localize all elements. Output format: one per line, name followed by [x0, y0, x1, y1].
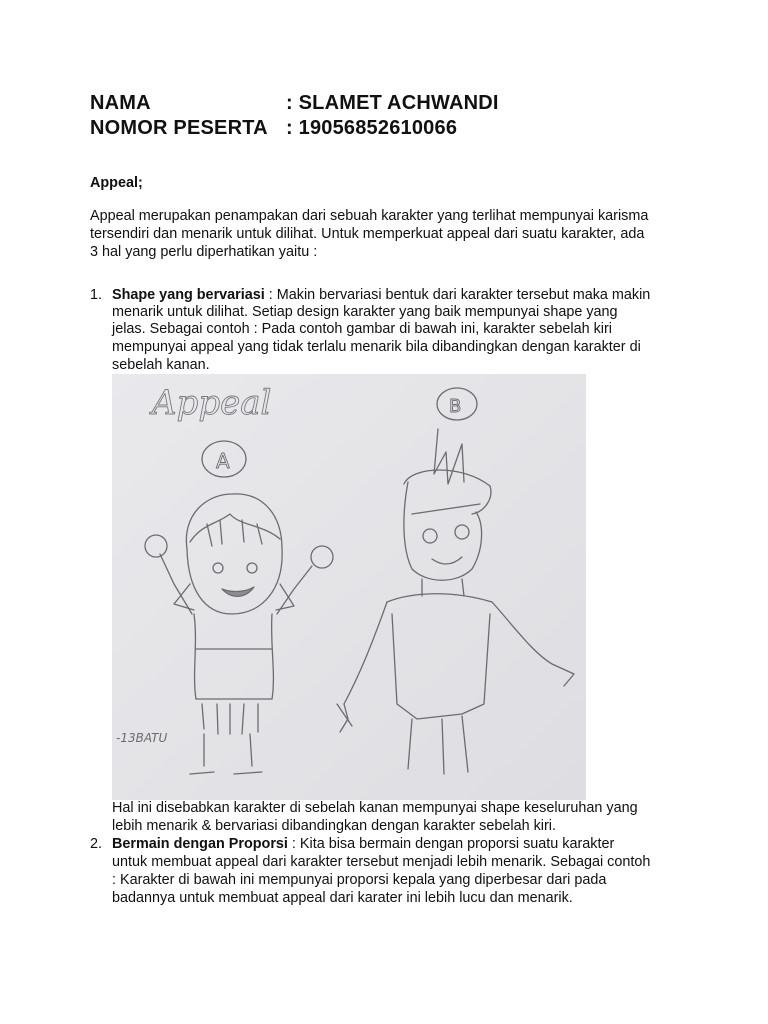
item-1-title: Shape yang bervariasi [112, 287, 265, 303]
item-1-line-2: menarik untuk dilihat. Setiap design karakter yang baik mempunyai shape yang [112, 304, 618, 320]
item-2-number: 2. [90, 836, 103, 852]
item-1-first-line [112, 287, 650, 305]
item-2-line-3: : Karakter di bawah ini mempunyai proporsi kepala yang diperbesar dari pada [112, 872, 607, 888]
participant-number-value: : 19056852610066 [286, 117, 458, 139]
item-1-line-5: sebelah kanan. [112, 357, 210, 373]
intro-line-1: Appeal merupakan penampakan dari sebuah karakter yang terlihat mempunyai karisma [90, 208, 649, 224]
sketch-signature: -13BATU [116, 731, 168, 745]
name-value: : SLAMET ACHWANDI [286, 92, 499, 114]
caption-line-2: lebih menarik & bervariasi dibandingkan dengan karakter sebelah kiri. [112, 818, 556, 834]
label-b-text: B [449, 396, 462, 417]
section-title: Appeal; [90, 175, 143, 191]
item-2-line-2: untuk membuat appeal dari karakter tersebut menjadi lebih menarik. Sebagai contoh [112, 854, 651, 870]
item-2-title: Bermain dengan Proporsi [112, 836, 288, 852]
sketch-title-text: Appeal [152, 383, 272, 423]
participant-number-label: NOMOR PESERTA [90, 117, 268, 139]
character-sketch-image [112, 374, 586, 800]
sketch-paper [112, 374, 586, 800]
name-label: NAMA [90, 92, 151, 114]
item-2-line-4: badannya untuk membuat appeal dari karater ini lebih lucu dan menarik. [112, 890, 573, 906]
item-1-first-rest: : Makin bervariasi bentuk dari karakter tersebut maka makin [264, 287, 651, 303]
item-1-number: 1. [90, 287, 103, 303]
item-2-first-rest: : Kita bisa bermain dengan proporsi suatu karakter [287, 836, 615, 852]
label-a-text: A [216, 449, 230, 473]
intro-line-3: 3 hal yang perlu diperhatikan yaitu : [90, 244, 318, 260]
item-2-first-line [112, 836, 614, 854]
intro-line-2: tersendiri dan menarik untuk dilihat. Untuk memperkuat appeal dari suatu karakter, ada [90, 226, 645, 242]
item-1-line-3: jelas. Sebagai contoh : Pada contoh gambar di bawah ini, karakter sebelah kiri [112, 321, 612, 337]
item-1-line-4: mempunyai appeal yang tidak terlalu menarik bila dibandingkan dengan karakter di [112, 339, 641, 355]
caption-line-1: Hal ini disebabkan karakter di sebelah kanan mempunyai shape keseluruhan yang [112, 800, 638, 816]
